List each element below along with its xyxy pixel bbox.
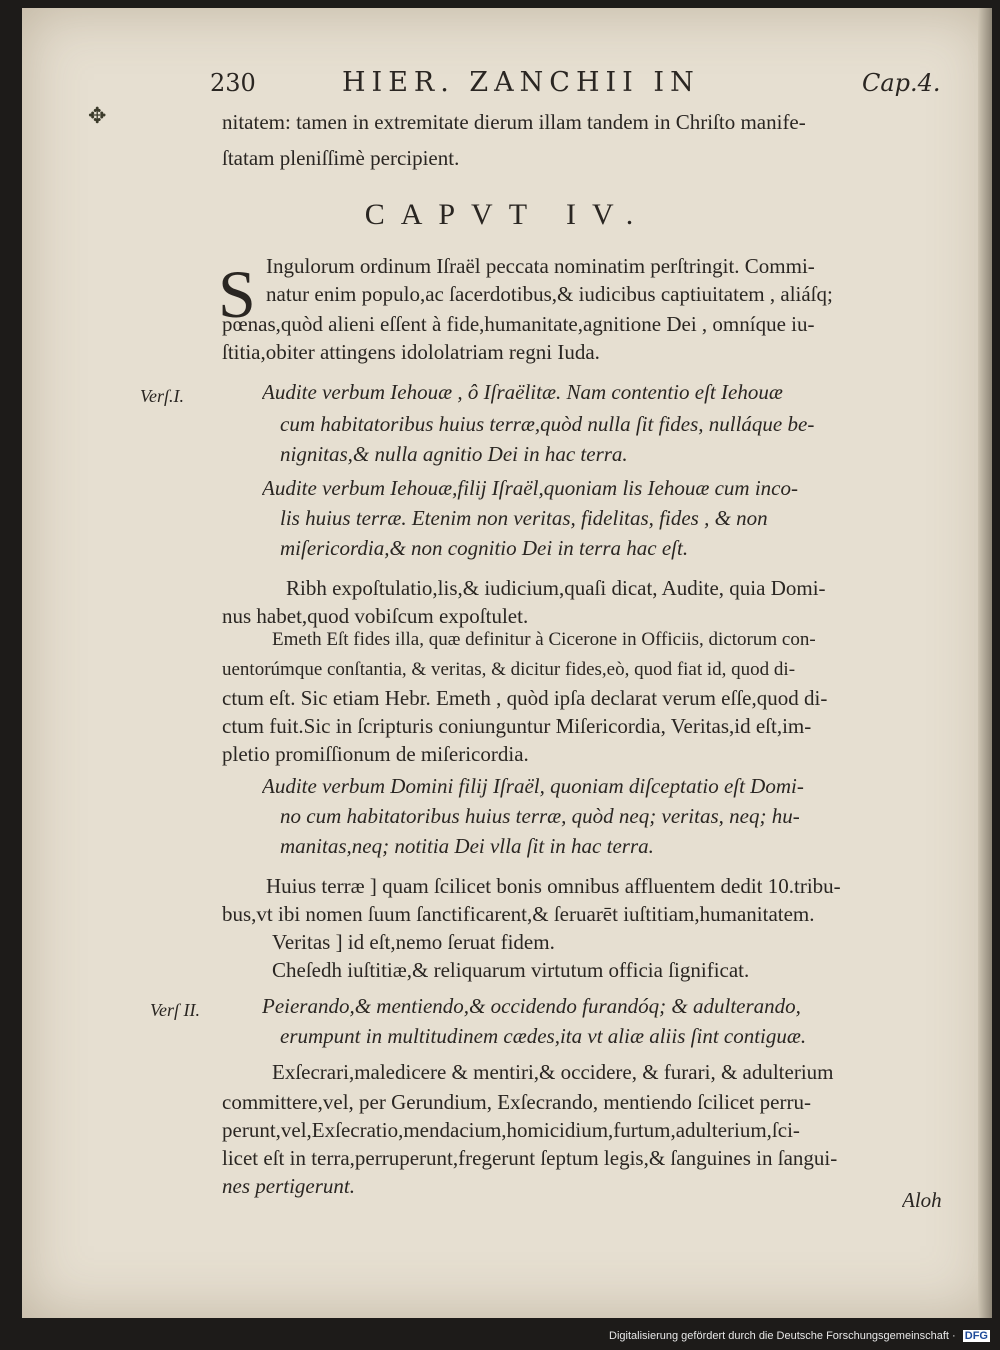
text-line: ſtitia,obiter attingens idololatriam regni Iuda.	[222, 340, 600, 364]
commentary-line: Exſecrari,maledicere & mentiri,& occidere, & furari, & adulterium	[272, 1060, 834, 1084]
scripture-line: manitas,neq; notitia Dei vlla ſit in hac terra.	[280, 834, 654, 858]
drop-capital: S	[218, 256, 256, 332]
chapter-title: CAPVT IV.	[364, 198, 650, 231]
text-line: Ingulorum ordinum Iſraël peccata nominatim perſtringit. Commi-	[266, 254, 815, 278]
text-line: ſtatam pleniſſimè percipient.	[222, 146, 460, 170]
commentary-line: ctum eſt. Sic etiam Hebr. Emeth , quòd ipſa declarat verum eſſe,quod di-	[222, 686, 828, 710]
commentary-line: pletio promiſſionum de miſericordia.	[222, 742, 529, 766]
commentary-line: Emeth Eſt fides illa, quæ definitur à Cicerone in Officiis, dictorum con-	[272, 629, 816, 650]
catchword: Aloh	[902, 1188, 942, 1212]
scripture-line: nignitas,& nulla agnitio Dei in hac terra.	[280, 442, 628, 466]
commentary-line: nes pertigerunt.	[222, 1174, 355, 1198]
scripture-line: no cum habitatoribus huius terræ, quòd neq; veritas, neq; hu-	[280, 804, 800, 828]
commentary-line: licet eſt in terra,perruperunt,fregerunt ſeptum legis,& ſanguines in ſangui-	[222, 1146, 838, 1170]
commentary-line: uentorúmque conſtantia, & veritas, & dicitur fides,eò, quod fiat id, quod di-	[222, 659, 796, 680]
commentary-line: Veritas ] id eſt,nemo ſeruat fidem.	[272, 930, 555, 954]
scripture-line: lis huius terræ. Etenim non veritas, fidelitas, fides , & non	[280, 506, 768, 530]
commentary-line: Huius terræ ] quam ſcilicet bonis omnibus affluentem dedit 10.tribu-	[266, 874, 841, 898]
commentary-line: committere,vel, per Gerundium, Exſecrando, mentiendo ſcilicet perru-	[222, 1090, 811, 1114]
commentary-line: Ribh expoſtulatio,lis,& iudicium,quaſi dicat, Audite, quia Domi-	[286, 576, 826, 600]
commentary-line: perunt,vel,Exſecratio,mendacium,homicidium,furtum,adulterium,ſci-	[222, 1118, 800, 1142]
scripture-line: erumpunt in multitudinem cædes,ita vt aliæ aliis ſint contiguæ.	[280, 1024, 807, 1048]
scripture-line: Audite verbum Iehouæ , ô Iſraëlitæ. Nam contentio eſt Iehouæ	[262, 380, 783, 404]
footer-credit-text: Digitalisierung gefördert durch die Deutsche Forschungsgemeinschaft ·	[609, 1330, 956, 1342]
scripture-line: Audite verbum Iehouæ,filij Iſraël,quoniam lis Iehouæ cum inco-	[262, 476, 798, 500]
digitization-footer	[0, 1330, 990, 1342]
scripture-line: Peierando,& mentiendo,& occidendo furandóq; & adulterando,	[262, 994, 801, 1018]
margin-note-vers2: Verſ II.	[150, 1000, 200, 1020]
book-page	[22, 8, 992, 1318]
chapter-ref: Cap.4.	[862, 69, 941, 97]
ornament-mark-icon: ✥	[88, 104, 107, 129]
scripture-line: Audite verbum Domini filij Iſraël, quoniam diſceptatio eſt Domi-	[262, 774, 804, 798]
text-line: pœnas,quòd alieni eſſent à fide,humanitate,agnitione Dei , omníque iu-	[222, 312, 815, 336]
scripture-line: miſericordia,& non cognitio Dei in terra hac eſt.	[280, 536, 689, 560]
text-line: natur enim populo,ac ſacerdotibus,& iudicibus captiuitatem , aliáſq;	[266, 282, 833, 306]
running-title: HIER. ZANCHII IN	[342, 67, 700, 98]
page-number: 230	[210, 69, 256, 97]
commentary-line: nus habet,quod vobiſcum expoſtulet.	[222, 604, 529, 628]
text-line: nitatem: tamen in extremitate dierum illam tandem in Chriſto manife-	[222, 110, 806, 134]
commentary-line: Cheſedh iuſtitiæ,& reliquarum virtutum officia ſignificat.	[272, 958, 750, 982]
margin-note-vers1: Verſ.I.	[140, 386, 184, 406]
commentary-line: bus,vt ibi nomen ſuum ſanctificarent,& ſeruarēt iuſtitiam,humanitatem.	[222, 902, 815, 926]
commentary-line: ctum fuit.Sic in ſcripturis coniunguntur Miſericordia, Veritas,id eſt,im-	[222, 714, 812, 738]
scripture-line: cum habitatoribus huius terræ,quòd nulla ſit fides, nulláque be-	[280, 412, 815, 436]
dfg-logo-icon: DFG	[964, 1330, 988, 1342]
